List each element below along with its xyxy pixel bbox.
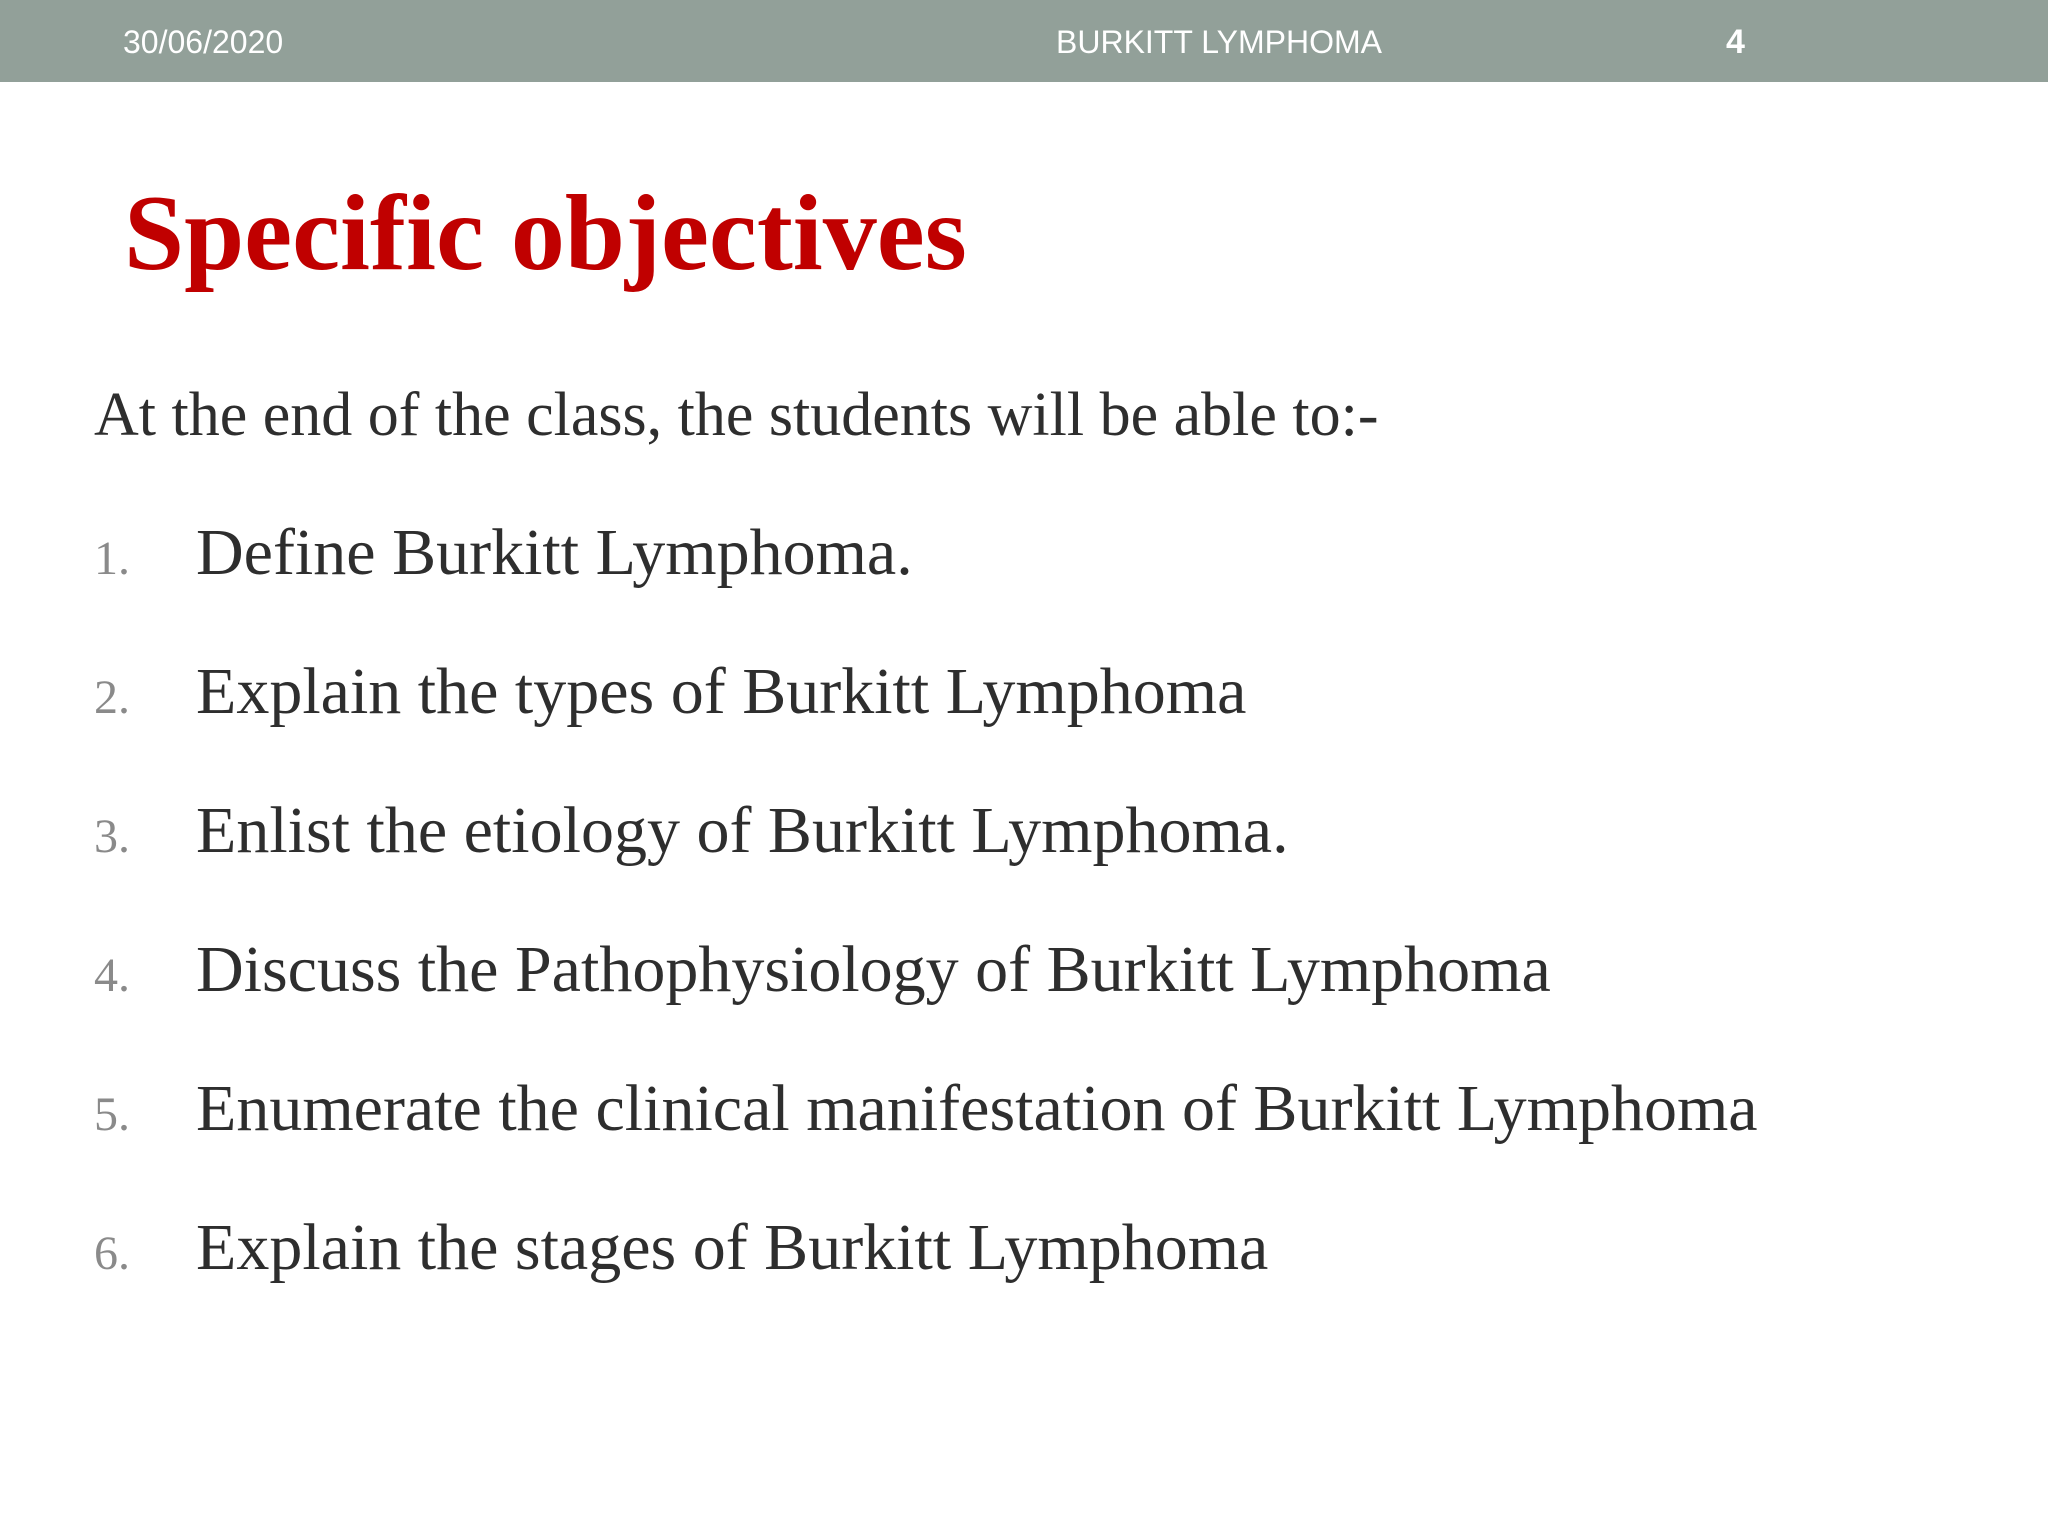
objective-number: 4.: [94, 949, 130, 1002]
objective-item-3: [94, 794, 1758, 933]
objective-text: Define Burkitt Lymphoma.: [196, 516, 913, 589]
objective-number: 2.: [94, 671, 130, 724]
objective-item-5: [94, 1072, 1758, 1211]
slide-number: 4: [1726, 23, 1745, 61]
objective-number: 5.: [94, 1088, 130, 1141]
objective-number: 6.: [94, 1227, 130, 1280]
objective-text: Explain the stages of Burkitt Lymphoma: [196, 1211, 1269, 1284]
objective-item-6: [94, 1211, 1758, 1350]
objective-item-1: [94, 516, 1758, 655]
objectives-list: [94, 516, 1758, 1350]
presentation-title: BURKITT LYMPHOMA: [1056, 24, 1382, 60]
objective-item-4: [94, 933, 1758, 1072]
objective-item-2: [94, 655, 1758, 794]
slide-title: Specific objectives: [124, 174, 967, 293]
objective-text: Enlist the etiology of Burkitt Lymphoma.: [196, 794, 1289, 867]
objective-number: 3.: [94, 810, 130, 863]
slide-header-bar: [0, 0, 2048, 82]
objectives-introduction: At the end of the class, the students will be able to:-: [94, 381, 1379, 449]
objective-text: Explain the types of Burkitt Lymphoma: [196, 655, 1247, 728]
objective-text: Enumerate the clinical manifestation of Burkitt Lymphoma: [196, 1072, 1758, 1145]
objective-text: Discuss the Pathophysiology of Burkitt Lymphoma: [196, 933, 1551, 1006]
slide-date: 30/06/2020: [123, 24, 284, 60]
objective-number: 1.: [94, 532, 130, 585]
